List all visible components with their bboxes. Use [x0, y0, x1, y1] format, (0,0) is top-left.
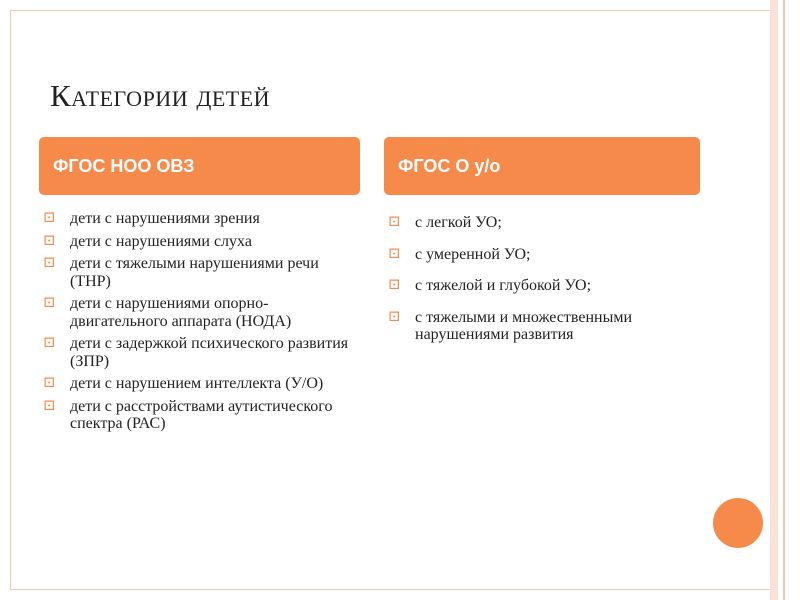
column-header-left: ФГОС НОО ОВЗ	[39, 137, 360, 195]
bullet-icon: ⊡	[388, 214, 401, 230]
decorative-circle	[713, 498, 763, 548]
bullet-icon: ⊡	[43, 232, 56, 249]
list-item-text: дети с нарушением интеллекта (У/О)	[70, 375, 324, 392]
list-item-text: с легкой УО;	[415, 214, 502, 231]
column-header-right: ФГОС О у/о	[384, 137, 700, 195]
slide-title: Категории детей	[50, 78, 271, 113]
list-item-text: дети с тяжелыми нарушениями речи (ТНР)	[70, 255, 319, 290]
category-list-left	[43, 210, 363, 438]
list-item	[388, 246, 708, 264]
list-item-text: дети с нарушениями слуха	[70, 232, 252, 250]
list-item	[43, 398, 363, 433]
list-item	[43, 210, 363, 228]
list-item	[388, 214, 708, 232]
decorative-stripe	[770, 0, 778, 600]
bullet-icon: ⊡	[43, 375, 56, 391]
list-item	[388, 277, 708, 295]
list-item	[388, 309, 708, 344]
bullet-icon: ⊡	[388, 308, 401, 325]
category-list-right	[388, 214, 708, 358]
list-item-text: с умеренной УО;	[415, 245, 531, 263]
list-item-text: дети с нарушениями опорно-двигательного аппарата (НОДА)	[70, 295, 292, 330]
bullet-icon: ⊡	[43, 397, 56, 414]
bullet-icon: ⊡	[43, 255, 56, 271]
bullet-icon: ⊡	[388, 277, 401, 293]
list-item	[43, 255, 363, 290]
list-item-text: дети с нарушениями зрения	[70, 210, 260, 227]
bullet-icon: ⊡	[43, 335, 56, 351]
list-item	[43, 375, 363, 393]
list-item	[43, 233, 363, 251]
list-item-text: дети с расстройствами аутистического спектра (РАС)	[70, 397, 333, 432]
list-item-text: с тяжелыми и множественными нарушениями развития	[415, 308, 633, 343]
list-item	[43, 335, 363, 370]
list-item-text: дети с задержкой психического развития (ЗПР)	[70, 335, 349, 370]
bullet-icon: ⊡	[43, 295, 56, 311]
list-item-text: с тяжелой и глубокой УО;	[415, 277, 592, 294]
bullet-icon: ⊡	[388, 245, 401, 262]
bullet-icon: ⊡	[43, 210, 56, 226]
decorative-line	[783, 0, 785, 600]
list-item	[43, 295, 363, 330]
